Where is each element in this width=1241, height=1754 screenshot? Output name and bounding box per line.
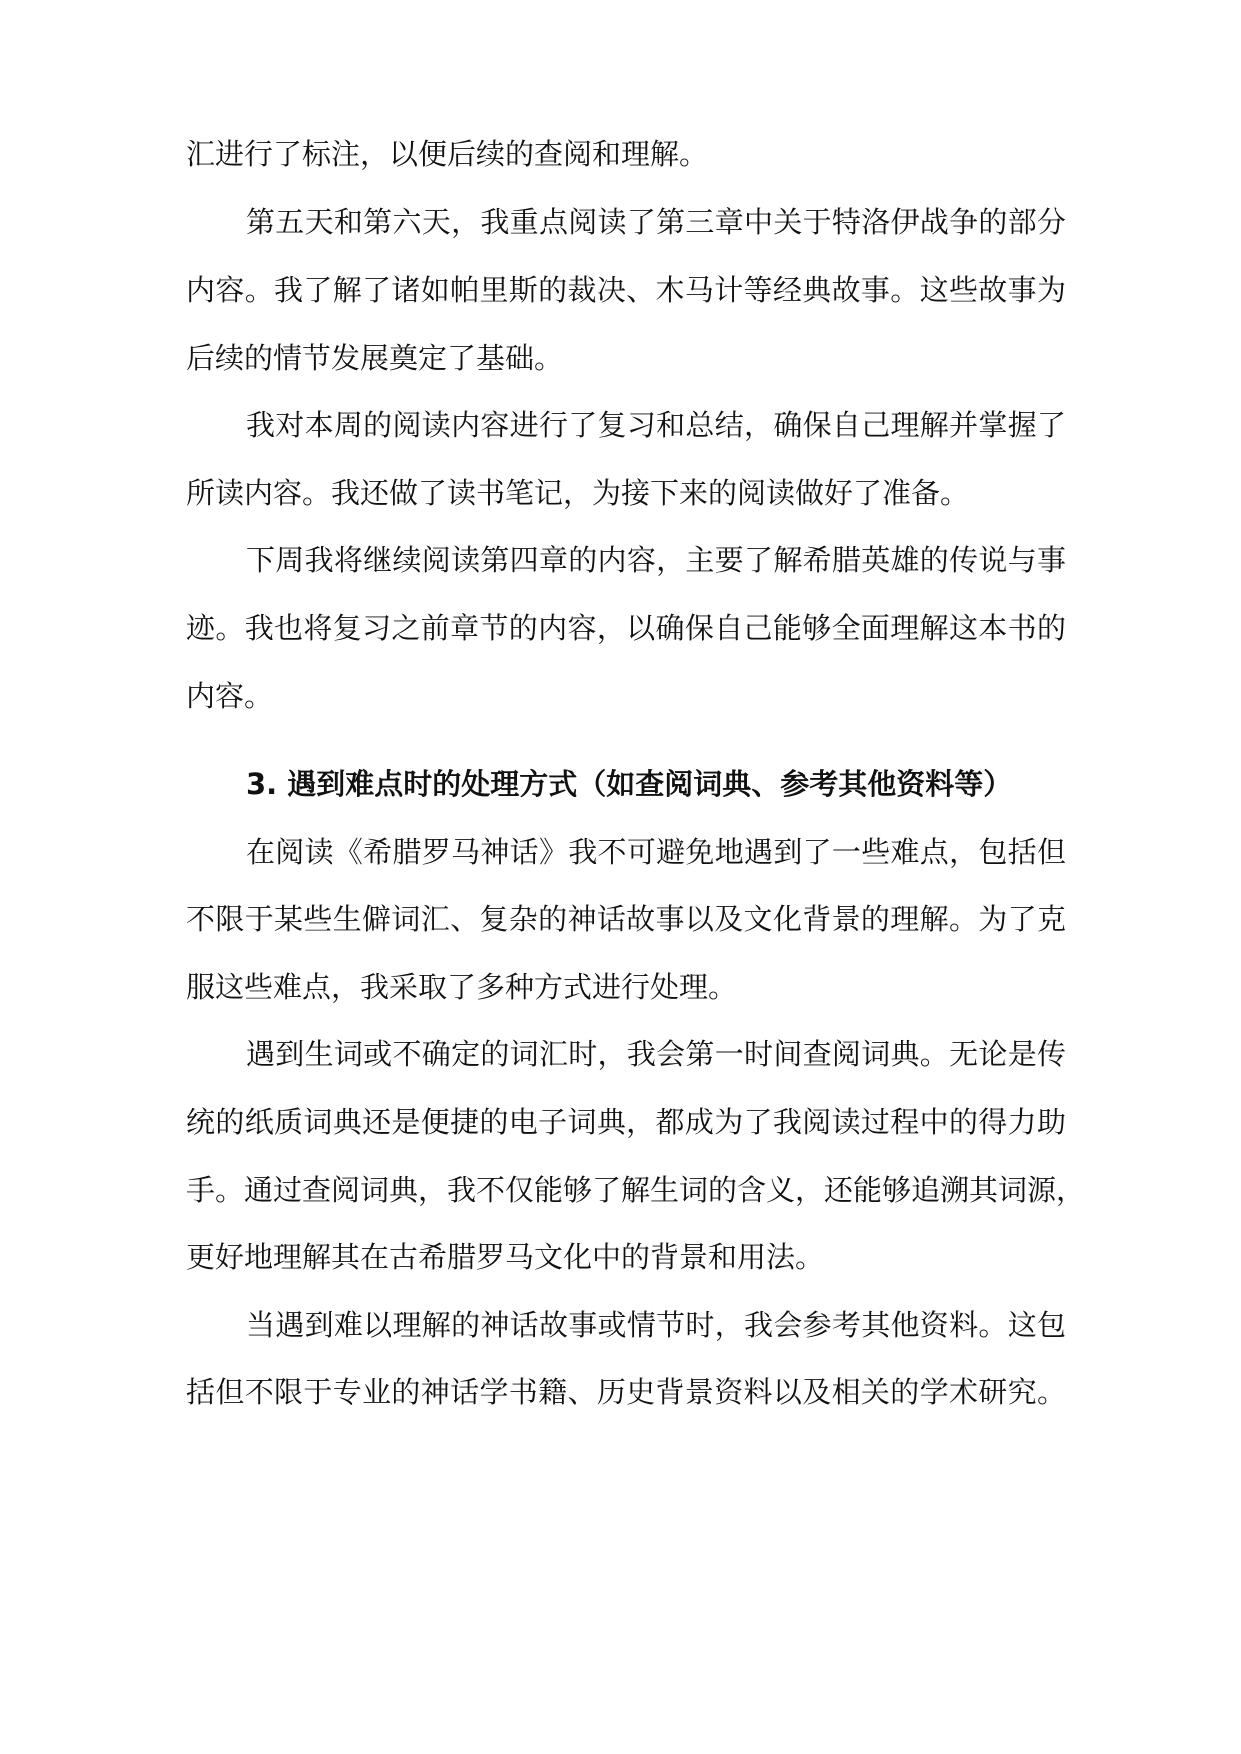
text-line: 内容。 <box>186 679 274 713</box>
text-line: 不限于某些生僻词汇、复杂的神话故事以及文化背景的理解。为了克 <box>186 902 1066 936</box>
text-line: 更好地理解其在古希腊罗马文化中的背景和用法。 <box>186 1240 825 1274</box>
text-line: 在阅读《希腊罗马神话》我不可避免地遇到了一些难点，包括但 <box>246 835 1066 869</box>
text-line: 服这些难点，我采取了多种方式进行处理。 <box>186 970 738 1004</box>
text-line: 后续的情节发展奠定了基础。 <box>186 341 564 375</box>
text-line: 遇到生词或不确定的词汇时，我会第一时间查阅词典。无论是传 <box>246 1037 1066 1071</box>
text-line: 第五天和第六天，我重点阅读了第三章中关于特洛伊战争的部分 <box>246 205 1066 239</box>
text-line: 当遇到难以理解的神话故事或情节时，我会参考其他资料。这包 <box>246 1308 1066 1342</box>
text-line: 我对本周的阅读内容进行了复习和总结，确保自己理解并掌握了 <box>246 408 1066 442</box>
section-heading: 3. 遇到难点时的处理方式（如查阅词典、参考其他资料等） <box>246 767 1013 801</box>
text-line: 统的纸质词典还是便捷的电子词典，都成为了我阅读过程中的得力助 <box>186 1105 1066 1139</box>
text-line: 手。通过查阅词典，我不仅能够了解生词的含义，还能够追溯其词源， <box>186 1173 1086 1207</box>
text-line: 所读内容。我还做了读书笔记，为接下来的阅读做好了准备。 <box>186 476 970 510</box>
text-line: 下周我将继续阅读第四章的内容，主要了解希腊英雄的传说与事 <box>246 543 1066 577</box>
text-line: 汇进行了标注，以便后续的查阅和理解。 <box>186 137 709 171</box>
text-line: 迹。我也将复习之前章节的内容，以确保自己能够全面理解这本书的 <box>186 611 1066 645</box>
text-line: 内容。我了解了诸如帕里斯的裁决、木马计等经典故事。这些故事为 <box>186 273 1066 307</box>
text-line: 括但不限于专业的神话学书籍、历史背景资料以及相关的学术研究。 <box>186 1375 1066 1409</box>
